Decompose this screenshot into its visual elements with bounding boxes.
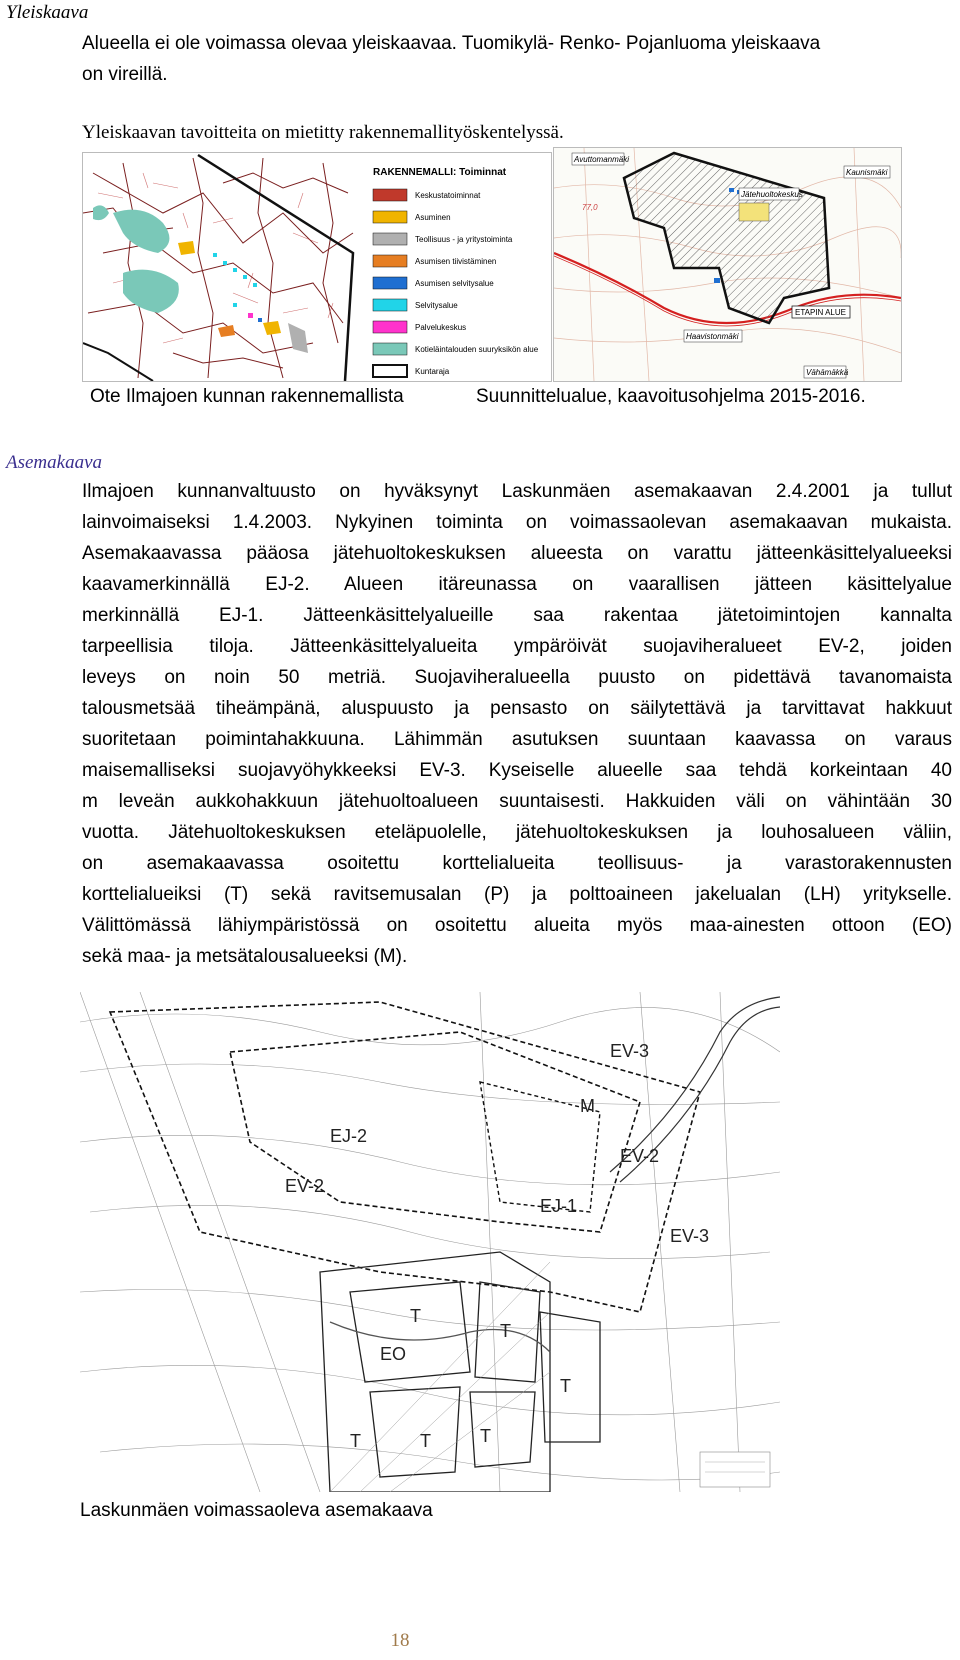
map-label-avuttomanmaki: Avuttomanmäki (574, 155, 629, 164)
zone-label-ej2: EJ-2 (330, 1126, 368, 1146)
map-label-vahamakka: Vähämäkkä (806, 368, 849, 377)
zone-label-t: T (410, 1306, 421, 1326)
legend-swatch (373, 321, 407, 333)
yleiskaava-paragraph-2: Yleiskaavan tavoitteita on mietitty rakennemallityöskentelyssä. (82, 122, 564, 143)
text-line: tarpeellisia tiloja. Jätteenkäsittelyalueita ympäröivät suojaviheralueet EV-2, joiden (82, 636, 952, 657)
asemakaava-paragraph (82, 476, 952, 972)
zone-label-t: T (560, 1376, 571, 1396)
zone-label-t: T (420, 1431, 431, 1451)
map-label-kaunismaki: Kaunismäki (846, 168, 888, 177)
text-line: Alueella ei ole voimassa olevaa yleiskaavaa. Tuomikylä- Renko- Pojanluoma yleiskaava (82, 33, 821, 54)
text-line: Asemakaavassa pääosa jätehuoltokeskuksen alueesta on varattu jätteenkäsittelyalueeksi (82, 543, 952, 564)
legend-swatch (373, 233, 407, 245)
zone-label-t: T (350, 1431, 361, 1451)
legend-label: Teollisuus - ja yritystoiminta (415, 235, 513, 244)
legend-label: Asumisen tiivistäminen (415, 257, 497, 266)
text-line: kaavamerkinnällä EJ-2. Alueen itäreunassa on vaarallisen jätteen käsittelyalue (82, 574, 952, 595)
text-line: suoritetaan poimintahakkuuna. Lähimmän asutuksen suuntaan kaavassa on varaus (82, 729, 952, 750)
zone-label-ev2-west: EV-2 (285, 1176, 325, 1196)
legend-label: Keskustatoiminnat (415, 191, 481, 200)
legend-label: Palvelukeskus (415, 323, 467, 332)
structure-model-map-graphic (83, 153, 551, 381)
text-line: Ilmajoen kunnanvaltuusto on hyväksynyt Laskunmäen asemakaavan 2.4.2001 ja tullut (82, 481, 952, 502)
text-line: Välittömässä lähiympäristössä on osoitettu alueita myös maa-ainesten ottoon (EO) (82, 915, 952, 936)
zone-label-t: T (500, 1321, 511, 1341)
legend-label: Kuntaraja (415, 367, 450, 376)
legend-swatch (373, 255, 407, 267)
map-label-etapin-alue: ETAPIN ALUE (795, 308, 846, 317)
yleiskaava-paragraph (82, 28, 952, 90)
figure-caption-zoning-plan: Laskunmäen voimassaoleva asemakaava (80, 1500, 433, 1521)
text-line: leveys on noin 50 metriä. Suojaviheralueella puusto on pidettävä tavanomaista (82, 667, 952, 688)
zone-label-ev3-north: EV-3 (610, 1041, 650, 1061)
text-line: merkinnällä EJ-1. Jätteenkäsittelyalueille saa rakentaa jätetoimintojen kannalta (82, 605, 952, 626)
map-label-haavistonmaki: Haavistonmäki (686, 332, 739, 341)
map-label-jatehuoltokeskus: Jätehuoltokeskus (741, 190, 803, 199)
text-line: korttelialueiksi (T) sekä ravitsemusalan (P) ja polttoaineen jakelualan (LH) yritykselle. (82, 884, 952, 905)
zone-label-eo: EO (380, 1344, 407, 1364)
legend-swatch (373, 343, 407, 355)
planning-area-map-graphic (554, 148, 901, 381)
text-line: m leveän aukkohakkuun jätehuoltoalueen suuntaisesti. Hakkuiden väli on vähintään 30 (82, 791, 952, 812)
text-line: on vireillä. (82, 64, 168, 85)
zone-label-ej1: EJ-1 (540, 1196, 578, 1216)
structure-model-map (82, 152, 552, 382)
zone-label-t: T (480, 1426, 491, 1446)
legend-label: Kotieläintalouden suuryksikön alue (415, 345, 539, 354)
planning-area-map (553, 147, 902, 382)
text-line: vuotta. Jätehuoltokeskuksen eteläpuolelle, jätehuoltokeskuksen ja louhosalueen väliin, (82, 822, 952, 843)
text-line: maisemalliseksi suojavyöhykkeeksi EV-3. Kyseiselle alueelle saa tehdä korkeintaan 40 (82, 760, 952, 781)
text-line: on asemakaavassa osoitettu korttelialueita teollisuus- ja varastorakennusten (82, 853, 952, 874)
legend-swatch (373, 211, 407, 223)
map-label-elevation: 77,0 (582, 203, 598, 212)
section-heading-yleiskaava: Yleiskaava (6, 2, 89, 23)
legend-label: Asumisen selvitysalue (415, 279, 494, 288)
text-line: sekä maa- ja metsätalousalueeksi (M). (82, 946, 408, 967)
zoning-plan-map (80, 992, 780, 1492)
section-heading-asemakaava: Asemakaava (6, 452, 103, 473)
figure-caption-right: Suunnittelualue, kaavoitusohjelma 2015-2016. (476, 386, 866, 407)
legend-swatch (373, 299, 407, 311)
page-number: 18 (390, 1630, 410, 1651)
text-line: lainvoimaiseksi 1.4.2003. Nykyinen toiminta on voimassaolevan asemakaavan mukaista. (82, 512, 952, 533)
zoning-plan-map-graphic (80, 992, 780, 1492)
text-line: talousmetsää tiheämpänä, aluspuusto ja pensasto on säilytettävä ja tarvittavat hakkuut (82, 698, 952, 719)
zone-label-m: M (580, 1096, 595, 1116)
legend-swatch (373, 189, 407, 201)
zone-label-ev3-south: EV-3 (670, 1226, 710, 1246)
legend-swatch (373, 365, 407, 377)
zone-label-ev2-east: EV-2 (620, 1146, 660, 1166)
legend-label: Selvitysalue (415, 301, 458, 310)
legend-label: Asuminen (415, 213, 451, 222)
legend-title: RAKENNEMALLI: Toiminnat (373, 167, 507, 178)
figure-caption-left: Ote Ilmajoen kunnan rakennemallista (90, 386, 404, 407)
legend-swatch (373, 277, 407, 289)
